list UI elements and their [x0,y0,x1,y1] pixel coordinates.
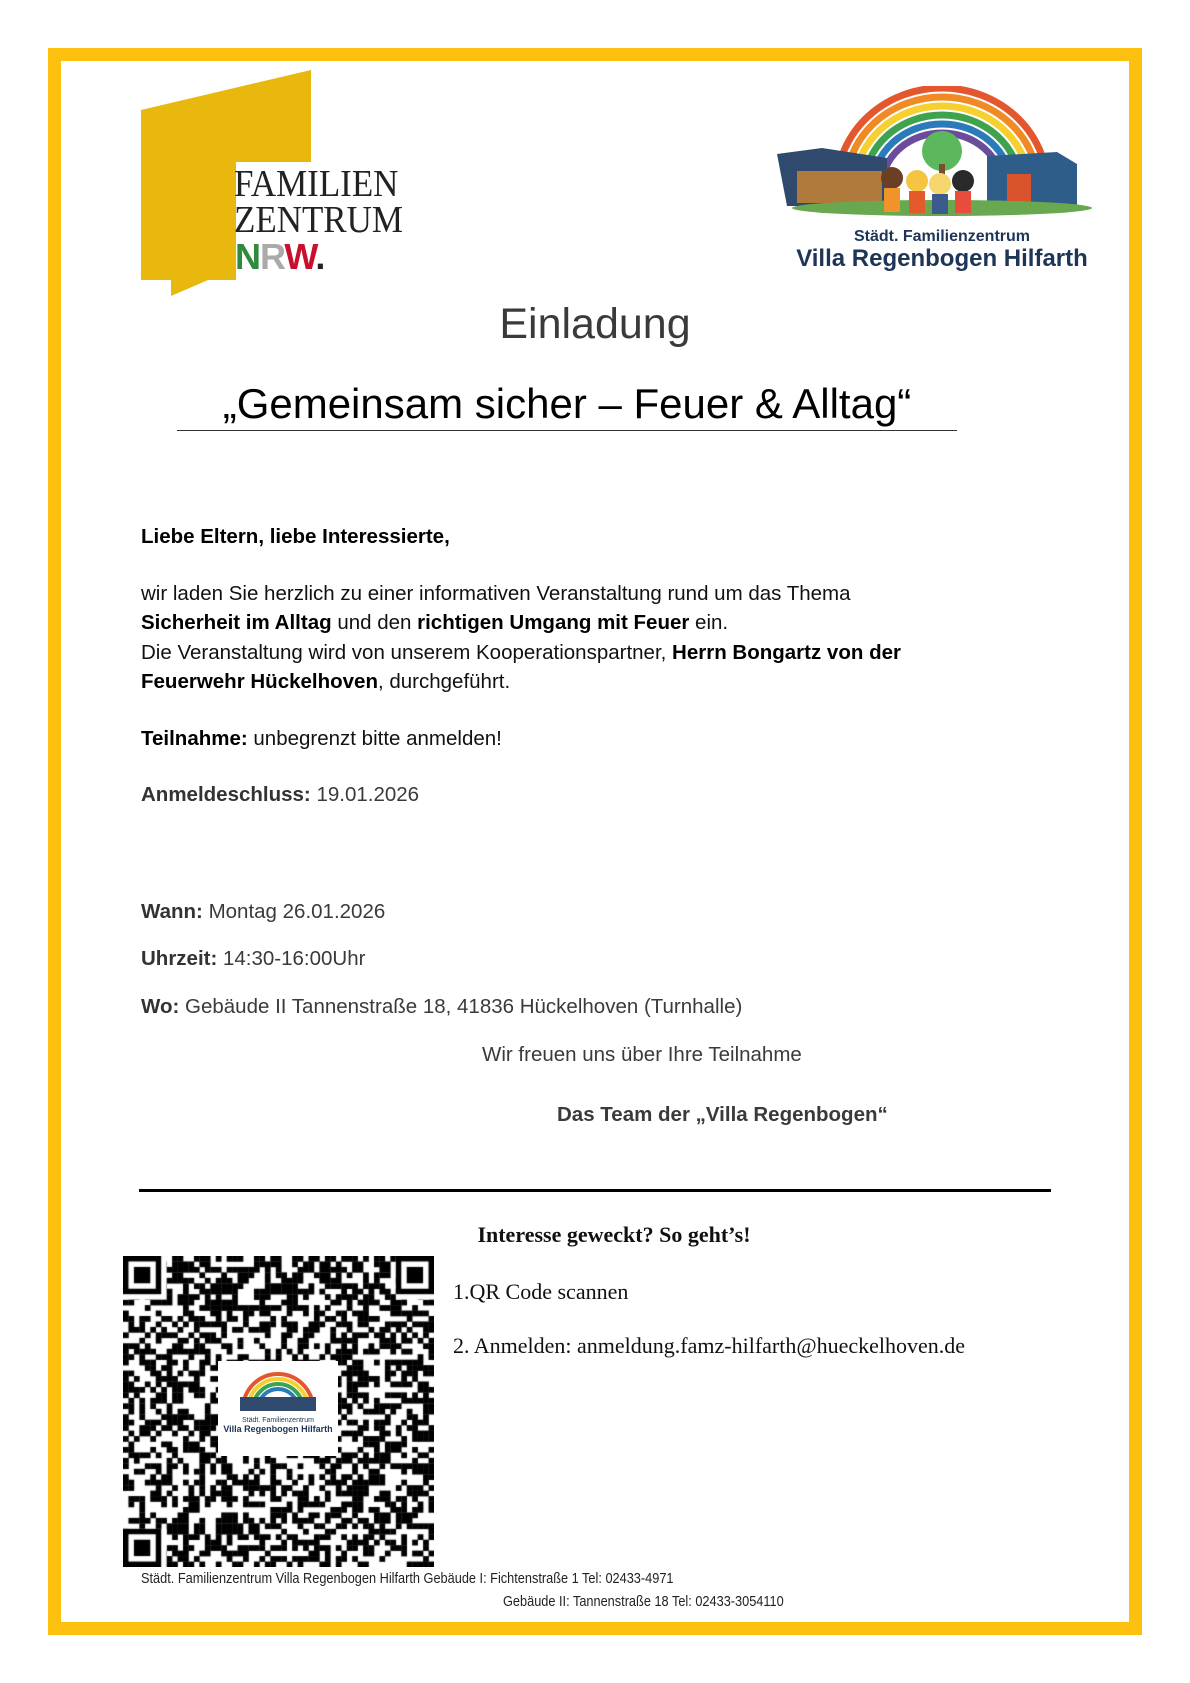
familienzentrum-nrw-logo [141,70,441,296]
body-line-2 [141,613,728,634]
event-subtitle: „Gemeinsam sicher – Feuer & Alltag“ [177,380,957,431]
value: 14:30-16:00Uhr [217,947,366,970]
villa-regenbogen-logo [777,86,1107,276]
step-1: 1.QR Code scannen [453,1279,629,1304]
footer-line-2: Gebäude II: Tannenstraße 18 Tel: 02433-3054110 [503,1593,784,1610]
event-date [141,902,385,923]
event-time [141,949,365,970]
signature: Das Team der „Villa Regenbogen“ [557,1103,888,1126]
body-line-4 [141,672,510,693]
qr-code[interactable] [123,1256,434,1567]
value: Montag 26.01.2026 [202,900,386,923]
registration-deadline [141,785,419,806]
nrw-w: W [284,236,316,277]
value: 19.01.2026 [310,783,420,806]
label: Anmeldeschluss: [141,783,311,806]
nrw-n: N [235,236,260,277]
label: Uhrzeit: [141,947,218,970]
rainbow-house-icon [777,86,1107,226]
qr-logo-text-2: Villa Regenbogen Hilfarth [223,1424,333,1434]
highlight-fire-dept: Feuerwehr Hückelhoven [141,670,378,693]
greeting: Liebe Eltern, liebe Interessierte, [141,525,450,548]
label: Wo: [141,995,180,1018]
text: , durchgeführt. [377,670,511,693]
highlight-fire: richtigen Umgang mit Feuer [417,611,690,634]
highlight-safety: Sicherheit im Alltag [141,611,332,634]
nrw-dot: . [315,236,325,277]
logo-text-staedt: Städt. Familienzentrum [853,228,1031,245]
body-line-1: wir laden Sie herzlich zu einer informativen Veranstaltung rund um das Thema [141,582,851,605]
highlight-partner: Herrn Bongartz von der [672,641,901,664]
page-title: Einladung [499,300,691,348]
value: Gebäude II Tannenstraße 18, 41836 Hückelhoven (Turnhalle) [179,995,743,1018]
body-line-3 [141,643,901,664]
logo-text-nrw [235,236,324,278]
text: und den [331,611,418,634]
participation [141,729,502,750]
signup-heading: Interesse geweckt? So geht’s! [477,1222,751,1247]
event-location [141,997,742,1018]
logo-text-zentrum: ZENTRUM [234,199,403,241]
closing-text: Wir freuen uns über Ihre Teilnahme [482,1043,802,1066]
label: Wann: [141,900,203,923]
footer-line-1: Städt. Familienzentrum Villa Regenbogen Hilfarth Gebäude I: Fichtenstraße 1 Tel: 02433-4971 [141,1570,674,1587]
text: ein. [689,611,729,634]
logo-text-familien: FAMILIEN [234,163,399,205]
value: unbegrenzt bitte anmelden! [247,727,502,750]
qr-logo-text-1: Städt. Familienzentrum [242,1417,314,1424]
rainbow-icon [238,1367,318,1412]
text: Die Veranstaltung wird von unserem Kooperationspartner, [141,641,673,664]
qr-logo [218,1361,338,1456]
divider [139,1189,1051,1192]
label: Teilnahme: [141,727,248,750]
logo-text-villa: Villa Regenbogen Hilfarth [796,245,1088,272]
nrw-r: R [260,236,285,277]
step-2-email[interactable]: 2. Anmelden: anmeldung.famz-hilfarth@hueckelhoven.de [453,1333,966,1358]
